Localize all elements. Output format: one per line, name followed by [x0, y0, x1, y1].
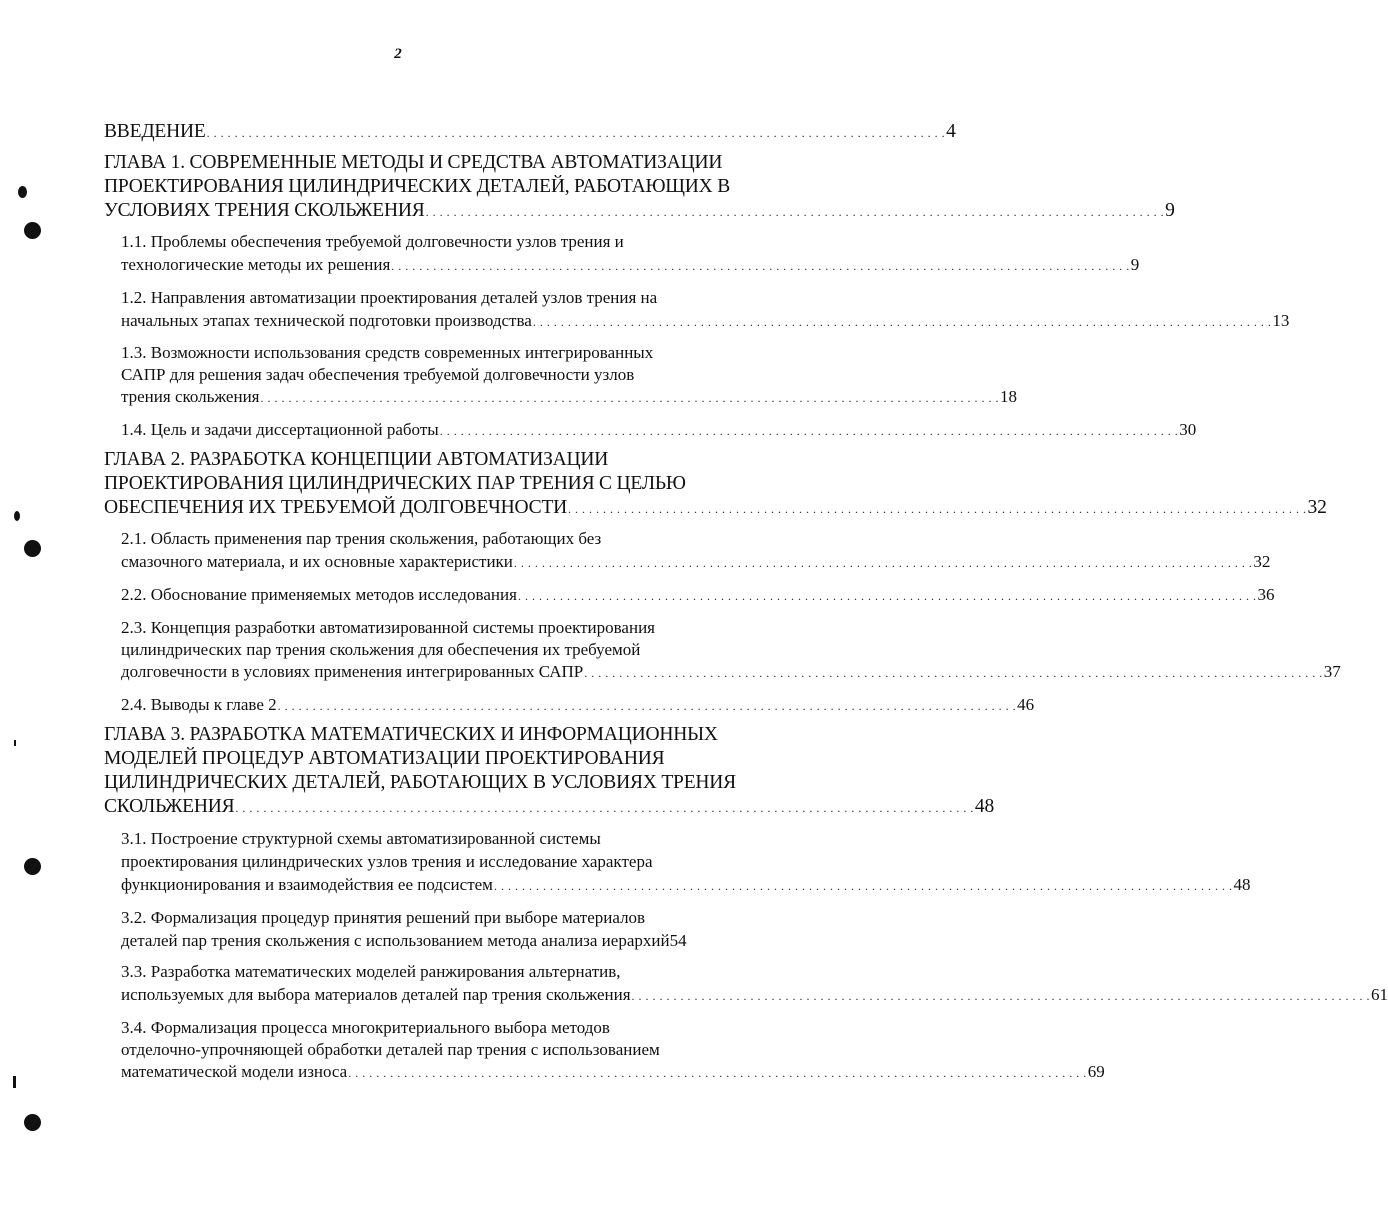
toc-leader-dots: . . . . . . . . . . . . . . . . . . . . . . . . . . . . . . . . . . . . . . . . . . . . . . . . . . . . . . . . . . . . . . . . . . . . . . . . . . . . . . . . . . . . . . . . . . . . . . . . . . . . . . . . . . [568, 502, 1307, 516]
toc-page-number: 32 [1253, 552, 1271, 571]
toc-entry-line: используемых для выбора материалов деталей пар трения скольжения [121, 985, 631, 1004]
toc-page-number: 48 [974, 796, 994, 817]
toc-entry-line: ПРОЕКТИРОВАНИЯ ЦИЛИНДРИЧЕСКИХ ДЕТАЛЕЙ, РАБОТАЮЩИХ В [104, 176, 731, 197]
toc-leader-dots: . . . . . . . . . . . . . . . . . . . . . . . . . . . . . . . . . . . . . . . . . . . . . . . . . . . . . . . . . . . . . . . . . . . . . . . . . . . . . . . . . . . . . . . . . . . . . . . . . . . . . . . . . . [493, 879, 1233, 893]
toc-leader-dots: . . . . . . . . . . . . . . . . . . . . . . . . . . . . . . . . . . . . . . . . . . . . . . . . . . . . . . . . . . . . . . . . . . . . . . . . . . . . . . . . . . . . . . . . . . . . . . . . . . . . . . . . . . [425, 205, 1165, 219]
toc-page-number: 32 [1307, 497, 1327, 518]
toc-entry-line: 1.4. Цель и задачи диссертационной работы [121, 420, 439, 439]
toc-leader-dots: . . . . . . . . . . . . . . . . . . . . . . . . . . . . . . . . . . . . . . . . . . . . . . . . . . . . . . . . . . . . . . . . . . . . . . . . . . . . . . . . . . . . . . . . . . . . . . . . . . . . . . . . . . [631, 989, 1371, 1003]
toc-entry-line: деталей пар трения скольжения с использованием метода анализа иерархий [121, 931, 670, 950]
toc-entry-line: начальных этапах технической подготовки производства [121, 311, 532, 330]
toc-leader-dots: . . . . . . . . . . . . . . . . . . . . . . . . . . . . . . . . . . . . . . . . . . . . . . . . . . . . . . . . . . . . . . . . . . . . . . . . . . . . . . . . . . . . . . . . . . . . . . . . . . . . . . . . . . [260, 391, 999, 405]
toc-leader-dots: . . . . . . . . . . . . . . . . . . . . . . . . . . . . . . . . . . . . . . . . . . . . . . . . . . . . . . . . . . . . . . . . . . . . . . . . . . . . . . . . . . . . . . . . . . . . . . . . . . . . . . . . . . [235, 801, 974, 815]
toc-entry-line: 1.1. Проблемы обеспечения требуемой долговечности узлов трения и [121, 232, 624, 251]
toc-entry-line: математической модели износа [121, 1062, 348, 1081]
toc-leader-dots: . . . . . . . . . . . . . . . . . . . . . . . . . . . . . . . . . . . . . . . . . . . . . . . . . . . . . . . . . . . . . . . . . . . . . . . . . . . . . . . . . . . . . . . . . . . . . . . . . . . . . . . . . . [532, 315, 1272, 329]
toc-entry-line: технологические методы их решения [121, 255, 391, 274]
toc-entry-line: 3.4. Формализация процесса многокритериального выбора методов [121, 1018, 610, 1037]
toc-leader-dots: . . . . . . . . . . . . . . . . . . . . . . . . . . . . . . . . . . . . . . . . . . . . . . . . . . . . . . . . . . . . . . . . . . . . . . . . . . . . . . . . . . . . . . . . . . . . . . . . . . . . . . . . . . [391, 259, 1130, 273]
page-number: 2 [394, 46, 402, 62]
toc-leader-dots: . . . . . . . . . . . . . . . . . . . . . . . . . . . . . . . . . . . . . . . . . . . . . . . . . . . . . . . . . . . . . . . . . . . . . . . . . . . . . . . . . . . . . . . . . . . . . . . . . . . . . . . . . . [513, 556, 1253, 570]
toc-leader-dots: . . . . . . . . . . . . . . . . . . . . . . . . . . . . . . . . . . . . . . . . . . . . . . . . . . . . . . . . . . . . . . . . . . . . . . . . . . . . . . . . . . . . . . . . . . . . . . . . . . . . . . . . . . [277, 699, 1017, 713]
toc-entry-line: трения скольжения [121, 387, 260, 406]
toc-page-number: 48 [1233, 875, 1251, 894]
toc-entry-line: 1.3. Возможности использования средств современных интегрированных [121, 343, 654, 362]
toc-leader-dots: . . . . . . . . . . . . . . . . . . . . . . . . . . . . . . . . . . . . . . . . . . . . . . . . . . . . . . . . . . . . . . . . . . . . . . . . . . . . . . . . . . . . . . . . . . . . . . . . . . . . . . . . . . [206, 126, 946, 140]
toc-entry-line: ОБЕСПЕЧЕНИЯ ИХ ТРЕБУЕМОЙ ДОЛГОВЕЧНОСТИ [104, 497, 568, 518]
toc-entry-line: ГЛАВА 3. РАЗРАБОТКА МАТЕМАТИЧЕСКИХ И ИНФОРМАЦИОННЫХ [104, 724, 718, 745]
toc-entry-line: 2.1. Область применения пар трения скольжения, работающих без [121, 529, 602, 548]
toc-leader-dots: . . . . . . . . . . . . . . . . . . . . . . . . . . . . . . . . . . . . . . . . . . . . . . . . . . . . . . . . . . . . . . . . . . . . . . . . . . . . . . . . . . . . . . . . . . . . . . . . . . . . . . . . . . [584, 666, 1323, 680]
toc-entry-line: 1.2. Направления автоматизации проектирования деталей узлов трения на [121, 288, 658, 307]
toc-entry-line: проектирования цилиндрических узлов трения и исследование характера [121, 852, 653, 871]
toc-page-number: 54 [669, 931, 687, 950]
toc-entry-line: СКОЛЬЖЕНИЯ [104, 796, 235, 817]
toc-entry-title: ВВЕДЕНИЕ [104, 121, 206, 142]
toc-leader-dots: . . . . . . . . . . . . . . . . . . . . . . . . . . . . . . . . . . . . . . . . . . . . . . . . . . . . . . . . . . . . . . . . . . . . . . . . . . . . . . . . . . . . . . . . . . . . . . . . . . . . . . . . . . [348, 1066, 1087, 1080]
toc-page-number: 18 [999, 387, 1017, 406]
toc-entry-line: цилиндрических пар трения скольжения для обеспечения их требуемой [121, 640, 641, 659]
toc-page-number: 9 [1165, 200, 1175, 221]
toc-entry-line: 3.2. Формализация процедур принятия решений при выборе материалов [121, 908, 646, 927]
toc-entry-line: САПР для решения задач обеспечения требуемой долговечности узлов [121, 365, 635, 384]
toc-leader-dots: . . . . . . . . . . . . . . . . . . . . . . . . . . . . . . . . . . . . . . . . . . . . . . . . . . . . . . . . . . . . . . . . . . . . . . . . . . . . . . . . . . . . . . . . . . . . . . . . . . . . . . . . . . [517, 589, 1257, 603]
toc-page-number: 30 [1179, 420, 1197, 439]
toc-entry-line: смазочного материала, и их основные характеристики [121, 552, 513, 571]
toc-entry-line: отделочно-упрочняющей обработки деталей пар трения с использованием [121, 1040, 660, 1059]
toc-page-number: 36 [1257, 585, 1275, 604]
toc-leader-dots: . . . . . . . . . . . . . . . . . . . . . . . . . . . . . . . . . . . . . . . . . . . . . . . . . . . . . . . . . . . . . . . . . . . . . . . . . . . . . . . . . . . . . . . . . . . . . . . . . . . . . . . . . . [439, 424, 1179, 438]
toc-entry-line: УСЛОВИЯХ ТРЕНИЯ СКОЛЬЖЕНИЯ [104, 200, 425, 221]
toc-page-number: 37 [1323, 662, 1341, 681]
toc-page-number: 4 [946, 121, 956, 142]
toc-entry-line: ГЛАВА 2. РАЗРАБОТКА КОНЦЕПЦИИ АВТОМАТИЗАЦИИ [104, 449, 609, 470]
toc-page-number: 9 [1130, 255, 1140, 274]
toc-entry-line: ГЛАВА 1. СОВРЕМЕННЫЕ МЕТОДЫ И СРЕДСТВА АВТОМАТИЗАЦИИ [104, 152, 723, 173]
toc-entry-line: 3.1. Построение структурной схемы автоматизированной системы [121, 829, 601, 848]
toc-entry-line: долговечности в условиях применения интегрированных САПР [121, 662, 584, 681]
toc-page-number: 46 [1017, 695, 1035, 714]
toc-entry-line: функционирования и взаимодействия ее подсистем [121, 875, 493, 894]
toc-page-number: 61 [1371, 985, 1388, 1004]
toc-page-number: 13 [1272, 311, 1290, 330]
toc-entry-line: 2.2. Обоснование применяемых методов исследования [121, 585, 517, 604]
toc-entry-line: ПРОЕКТИРОВАНИЯ ЦИЛИНДРИЧЕСКИХ ПАР ТРЕНИЯ С ЦЕЛЬЮ [104, 473, 686, 494]
toc-entry-line: МОДЕЛЕЙ ПРОЦЕДУР АВТОМАТИЗАЦИИ ПРОЕКТИРОВАНИЯ [104, 748, 665, 769]
toc-page-number: 69 [1087, 1062, 1105, 1081]
toc-entry-line: ЦИЛИНДРИЧЕСКИХ ДЕТАЛЕЙ, РАБОТАЮЩИХ В УСЛОВИЯХ ТРЕНИЯ [104, 772, 736, 793]
toc-entry-line: 2.3. Концепция разработки автоматизированной системы проектирования [121, 618, 655, 637]
toc-entry-line: 3.3. Разработка математических моделей ранжирования альтернатив, [121, 962, 621, 981]
toc-entry-line: 2.4. Выводы к главе 2 [121, 695, 277, 714]
